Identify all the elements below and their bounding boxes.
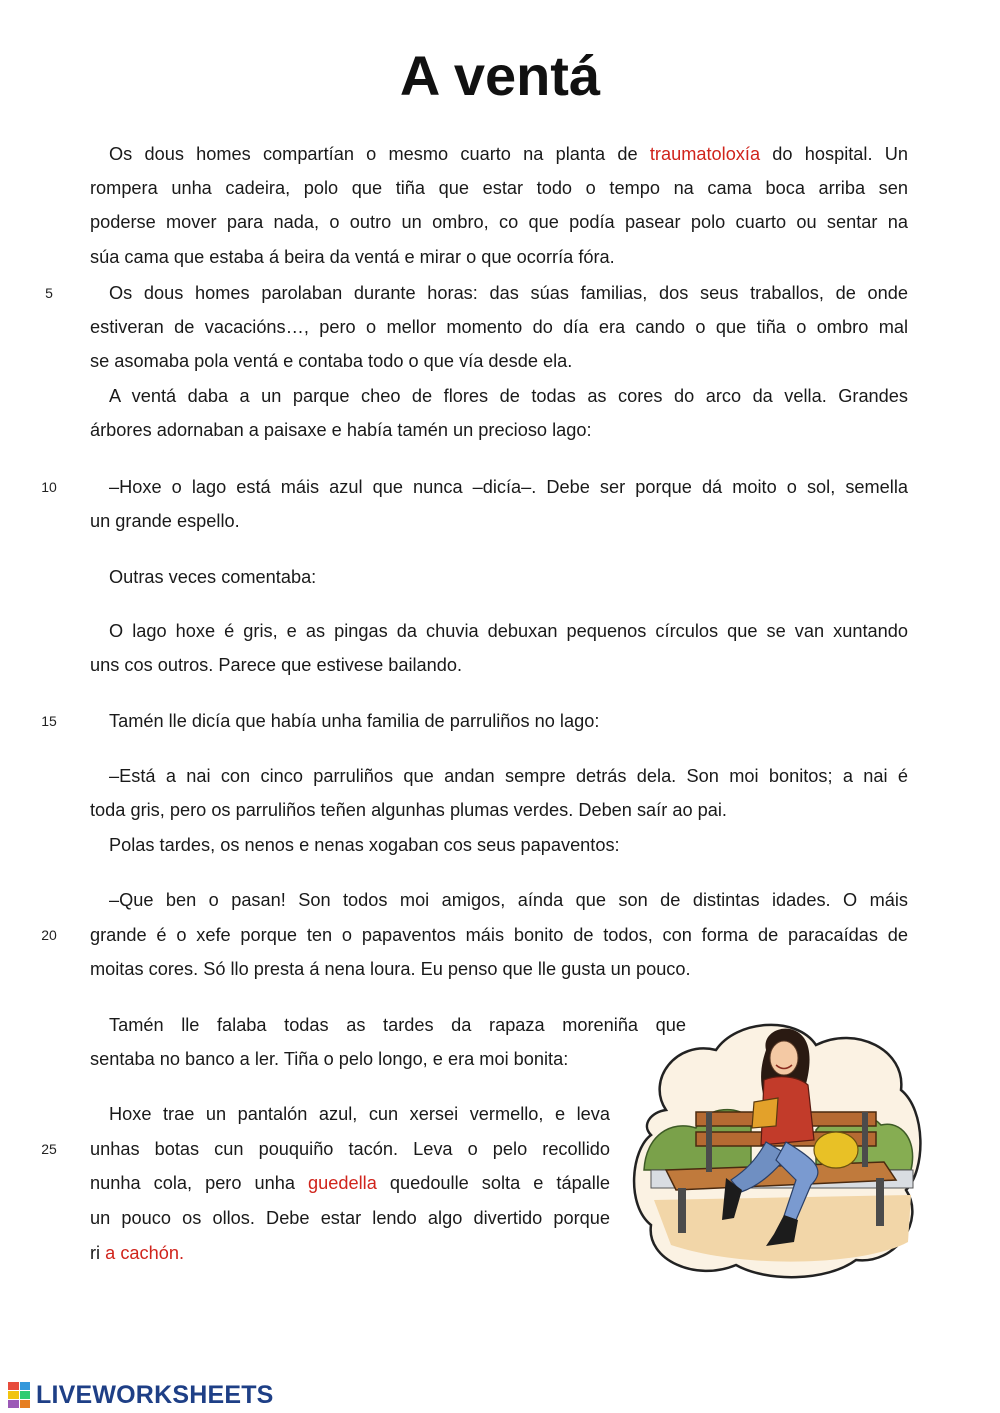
text-line-9: árbores adornaban a paisaxe e había tamén un precioso lago: [90,420,592,440]
text-segment: nunha cola, pero unha [90,1173,309,1193]
text-line-28 [90,1236,610,1270]
line-number: 25 [41,1141,57,1157]
text-line-25: unhas botas cun pouquiño tacón. Leva o pelo recollido [90,1139,610,1159]
text-line-18: Polas tardes, os nenos e nenas xogaban cos seus papaventos: [109,835,620,855]
text-line-10: –Hoxe o lago está máis azul que nunca –dicía–. Debe ser porque dá moito o sol, semella [109,477,908,497]
line-number: 5 [45,285,53,301]
line-number: 20 [41,927,57,943]
text-segment: quedoulle solta e tápalle [376,1173,610,1193]
text-line-27: un pouco os ollos. Debe estar lendo algo divertido porque [90,1208,610,1228]
text-line-3: poderse mover para nada, o outro un ombro, co que podía pasear polo cuarto ou sentar na [90,212,908,232]
text-segment: ri [90,1243,106,1263]
text-line-15: Tamén lle dicía que había unha familia de parruliños no lago: [109,711,600,731]
text-line-2: rompera unha cadeira, polo que tiña que estar todo o tempo na cama boca arriba sen [90,178,908,198]
text-line-13: O lago hoxe é gris, e as pingas da chuvia debuxan pequenos círculos que se van xuntando [109,621,908,641]
text-line-26 [90,1166,610,1200]
text-line-17: toda gris, pero os parruliños teñen algunhas plumas verdes. Deben saír ao pai. [90,800,727,820]
liveworksheets-logo [8,1378,274,1412]
text-line-16: –Está a nai con cinco parruliños que andan sempre detrás dela. Son moi bonitos; a nai é [109,766,908,786]
text-line-20: grande é o xefe porque ten o papaventos máis bonito de todos, con forma de paracaídas de [90,925,908,945]
text-line-12: Outras veces comentaba: [109,567,317,587]
text-segment: Os dous homes compartían o mesmo cuarto na planta de [109,144,650,164]
brand-name: LIVEWORKSHEETS [36,1380,274,1409]
text-line-5: Os dous homes parolaban durante horas: das súas familias, dos seus traballos, de onde [109,283,908,303]
highlighted-word: traumatoloxía [649,144,761,164]
text-line-4: súa cama que estaba á beira da ventá e mirar o que ocorría fóra. [90,247,615,267]
text-line-8: A ventá daba a un parque cheo de flores de todas as cores do arco da vella. Grandes [109,386,908,406]
text-segment: do hospital. Un [760,144,908,164]
text-line-7: se asomaba pola ventá e contaba todo o que vía desde ela. [90,351,573,371]
text-line-21: moitas cores. Só llo presta á nena loura. Eu penso que lle gusta un pouco. [90,959,691,979]
girl-reading-on-bench-illustration [626,1020,926,1280]
text-line-24: Hoxe trae un pantalón azul, cun xersei vermello, e leva [109,1104,610,1124]
text-line-23: sentaba no banco a ler. Tiña o pelo longo, e era moi bonita: [90,1049,569,1069]
text-line-11: un grande espello. [90,511,240,531]
highlighted-word: a cachón. [105,1243,185,1263]
line-number: 10 [41,479,57,495]
text-line-1 [90,137,908,171]
text-line-6: estiveran de vacacións…, pero o mellor momento do día era cando o que tiña o ombro mal [90,317,908,337]
text-line-22: Tamén lle falaba todas as tardes da rapaza moreniña que [109,1015,686,1035]
text-line-14: uns cos outros. Parece que estivese bailando. [90,655,463,675]
text-line-19: –Que ben o pasan! Son todos moi amigos, aínda que son de distintas idades. O máis [109,890,908,910]
highlighted-word: guedella [308,1173,377,1193]
logo-mark-icon [8,1382,30,1408]
page-title: A ventá [399,44,601,107]
line-number: 15 [41,713,57,729]
